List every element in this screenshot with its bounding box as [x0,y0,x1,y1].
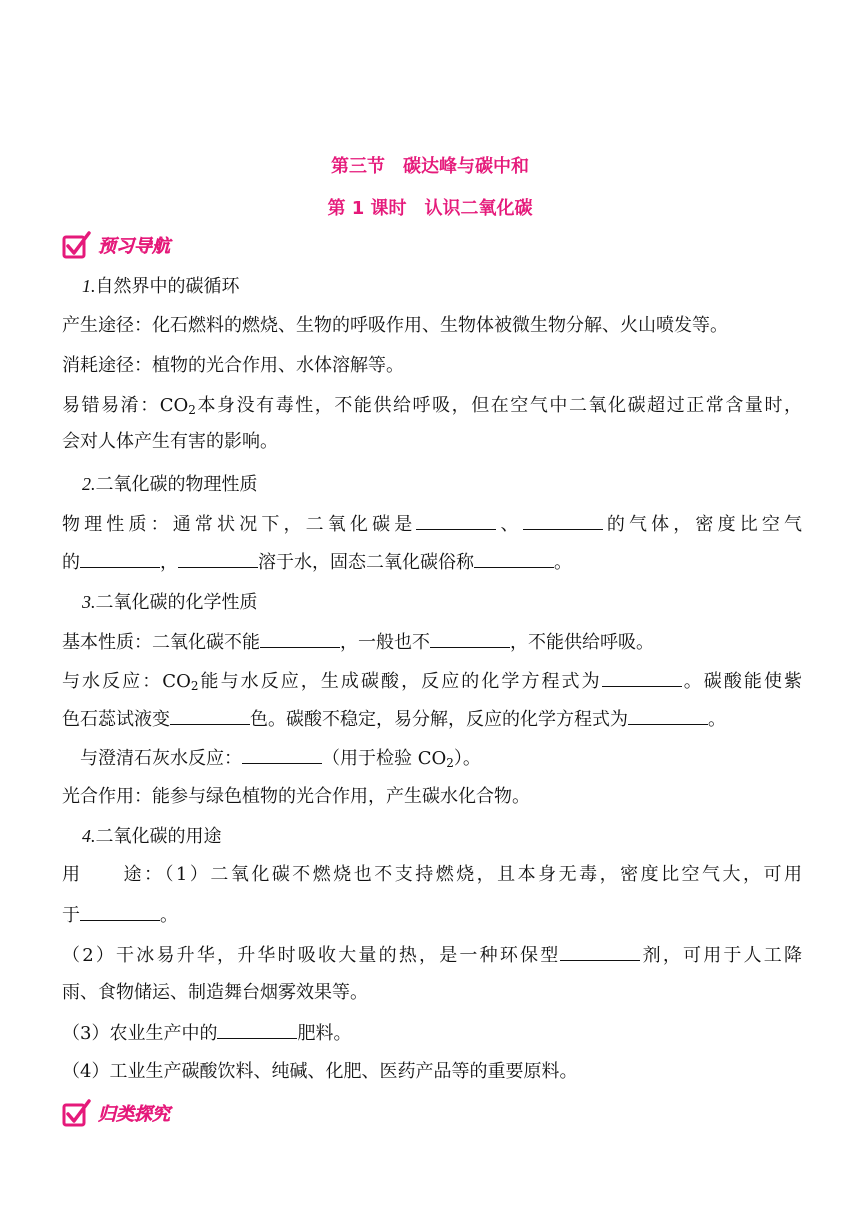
s4-use1: 用 途：（1）二氧化碳不燃烧也不支持燃烧，且本身无毒，密度比空气大，可用 [62,864,802,885]
blank[interactable] [416,511,496,530]
s2-heading: 2.二氧化碳的物理性质 [82,474,258,495]
blank[interactable] [628,706,708,725]
preview-badge [62,230,170,260]
s1-consume: 消耗途径：植物的光合作用、水体溶解等。 [62,355,404,376]
s2-line2: 的 ， 溶于水，固态二氧化碳俗称 。 [62,549,802,575]
lesson-title: 第 1 课时 认识二氧化碳 [327,198,533,219]
blank[interactable] [260,629,340,648]
s3-limewater: 与澄清石灰水反应： （用于检验 $CO_2$）。 [80,745,820,771]
s3-water-line1: 与水反应：$CO_2$能与水反应，生成碳酸，反应的化学方程式为 。碳酸能使紫 [62,668,802,694]
s4-use2-cont: 雨、食物储运、制造舞台烟雾效果等。 [62,982,368,1003]
s4-use4: （4）工业生产碳酸饮料、纯碱、化肥、医药产品等的重要原料。 [62,1061,578,1082]
s3-water-line2: 色石蕊试液变 色。碳酸不稳定，易分解，反应的化学方程式为 。 [62,706,802,732]
classify-badge-label: 归类探究 [98,1104,170,1125]
s4-heading: 4.二氧化碳的用途 [82,826,222,847]
blank[interactable] [474,549,554,568]
s3-heading: 3.二氧化碳的化学性质 [82,592,258,613]
checkbox-check-icon [62,1099,92,1127]
s2-line1: 物理性质：通常状况下，二氧化碳是 、 的气体，密度比空气 [62,511,802,537]
s1-error-line2: 会对人体产生有害的影响。 [62,431,278,452]
s3-basic: 基本性质：二氧化碳不能 ，一般也不 ，不能供给呼吸。 [62,629,802,655]
s1-error-line1: 易错易淆：$CO_2$本身没有毒性，不能供给呼吸，但在空气中二氧化碳超过正常含量时， [62,395,803,417]
blank[interactable] [430,629,510,648]
s1-heading: 1.自然界中的碳循环 [82,276,240,297]
classify-badge [62,1098,170,1128]
blank[interactable] [602,668,682,687]
blank[interactable] [170,706,250,725]
blank[interactable] [560,942,640,961]
blank[interactable] [523,511,603,530]
blank[interactable] [242,745,322,764]
blank[interactable] [80,549,160,568]
s4-use1-cont: 于 。 [62,902,802,928]
s1-produce: 产生途径：化石燃料的燃烧、生物的呼吸作用、生物体被微生物分解、火山喷发等。 [62,315,728,336]
s3-photosynthesis: 光合作用：能参与绿色植物的光合作用，产生碳水化合物。 [62,786,530,807]
s4-use3: （3）农业生产中的 肥料。 [62,1020,802,1046]
s4-use2: （2）干冰易升华，升华时吸收大量的热，是一种环保型 剂，可用于人工降 [62,942,802,968]
checkbox-check-icon [62,231,92,259]
section-title: 第三节 碳达峰与碳中和 [331,156,529,177]
blank[interactable] [217,1020,297,1039]
blank[interactable] [80,902,160,921]
blank[interactable] [178,549,258,568]
preview-badge-label: 预习导航 [98,236,170,257]
